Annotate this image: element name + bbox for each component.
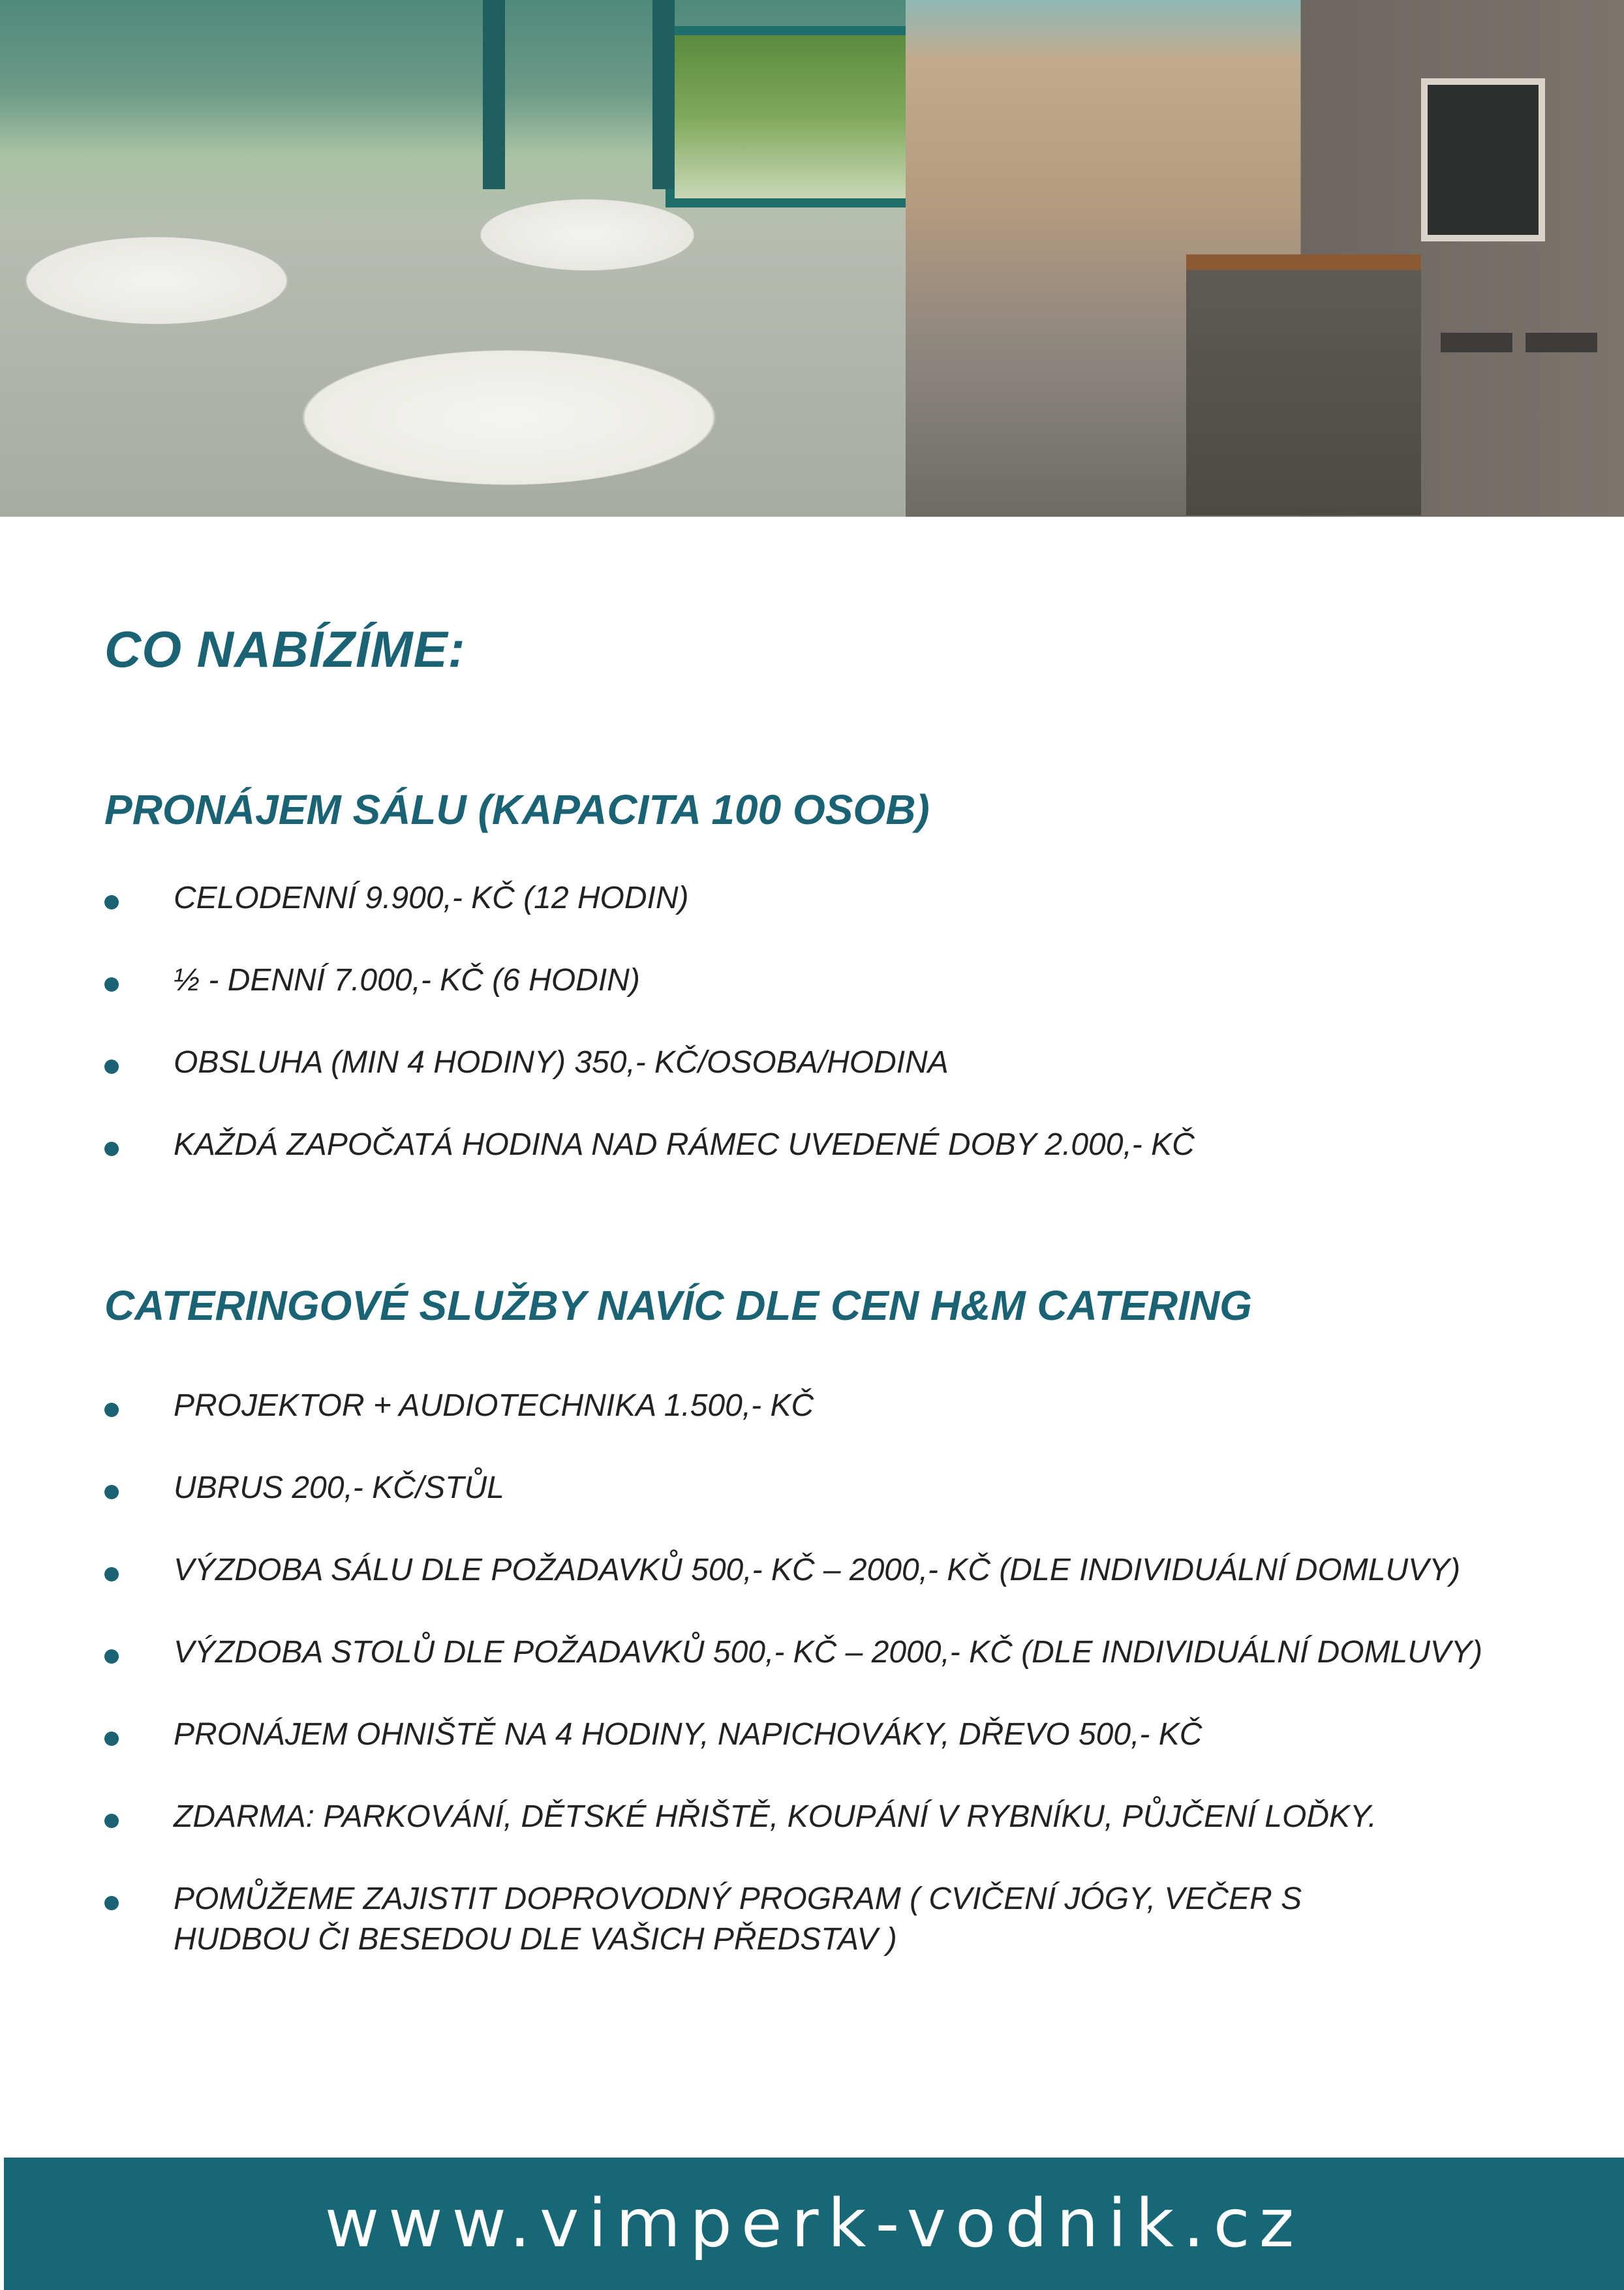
bullet-icon [104, 1732, 119, 1746]
footer-banner [4, 2158, 1624, 2290]
list-item: VÝZDOBA SÁLU DLE POŽADAVKŮ 500,- KČ – 2000,- KČ (DLE INDIVIDUÁLNÍ DOMLUVY) [104, 1550, 1540, 1591]
list-item: PRONÁJEM OHNIŠTĚ NA 4 HODINY, NAPICHOVÁKY, DŘEVO 500,- KČ [104, 1715, 1540, 1755]
list-item: CELODENNÍ 9.900,- KČ (12 HODIN) [104, 878, 1540, 919]
bullet-icon [104, 977, 119, 992]
bullet-icon [104, 1142, 119, 1156]
bullet-icon [104, 1403, 119, 1417]
bullet-icon [104, 1060, 119, 1074]
rental-list [104, 878, 1540, 1207]
bullet-icon [104, 1896, 119, 1910]
bullet-icon [104, 1567, 119, 1581]
bullet-icon [104, 895, 119, 909]
list-item: KAŽDÁ ZAPOČATÁ HODINA NAD RÁMEC UVEDENÉ DOBY 2.000,- KČ [104, 1125, 1540, 1165]
photo-header [0, 0, 1624, 517]
list-item: OBSLUHA (MIN 4 HODINY) 350,- KČ/OSOBA/HODINA [104, 1043, 1540, 1083]
catering-list [104, 1386, 1540, 2002]
bullet-icon [104, 1649, 119, 1664]
window-view [666, 26, 906, 207]
bar-stool [1441, 333, 1512, 515]
list-item: UBRUS 200,- KČ/STŮL [104, 1468, 1540, 1508]
bar-counter-photo [906, 0, 1624, 517]
list-item: ½ - DENNÍ 7.000,- KČ (6 HODIN) [104, 960, 1540, 1001]
section-title-rental: PRONÁJEM SÁLU (KAPACITA 100 OSOB) [104, 786, 930, 833]
pillar [483, 0, 505, 189]
website-link[interactable]: www.vimperk-vodnik.cz [324, 2185, 1304, 2263]
list-item: ZDARMA: PARKOVÁNÍ, DĚTSKÉ HŘIŠTĚ, KOUPÁNÍ V RYBNÍKU, PŮJČENÍ LOĎKY. [104, 1797, 1540, 1837]
bullet-icon [104, 1485, 119, 1499]
chalkboard [1421, 78, 1545, 241]
page-title: CO NABÍZÍME: [104, 620, 466, 678]
list-item: POMŮŽEME ZAJISTIT DOPROVODNÝ PROGRAM ( CVIČENÍ JÓGY, VEČER S HUDBOU ČI BESEDOU DLE VAŠICH PŘEDSTAV ) [104, 1879, 1413, 1960]
bar-stool [1525, 333, 1597, 515]
restaurant-hall-photo [0, 0, 906, 517]
pillar [652, 0, 675, 189]
list-item: VÝZDOBA STOLŮ DLE POŽADAVKŮ 500,- KČ – 2000,- KČ (DLE INDIVIDUÁLNÍ DOMLUVY) [104, 1632, 1540, 1673]
list-item: PROJEKTOR + AUDIOTECHNIKA 1.500,- KČ [104, 1386, 1540, 1426]
section-title-catering: CATERINGOVÉ SLUŽBY NAVÍC DLE CEN H&M CATERING [104, 1282, 1252, 1329]
bar-counter [1186, 254, 1421, 515]
bullet-icon [104, 1814, 119, 1828]
